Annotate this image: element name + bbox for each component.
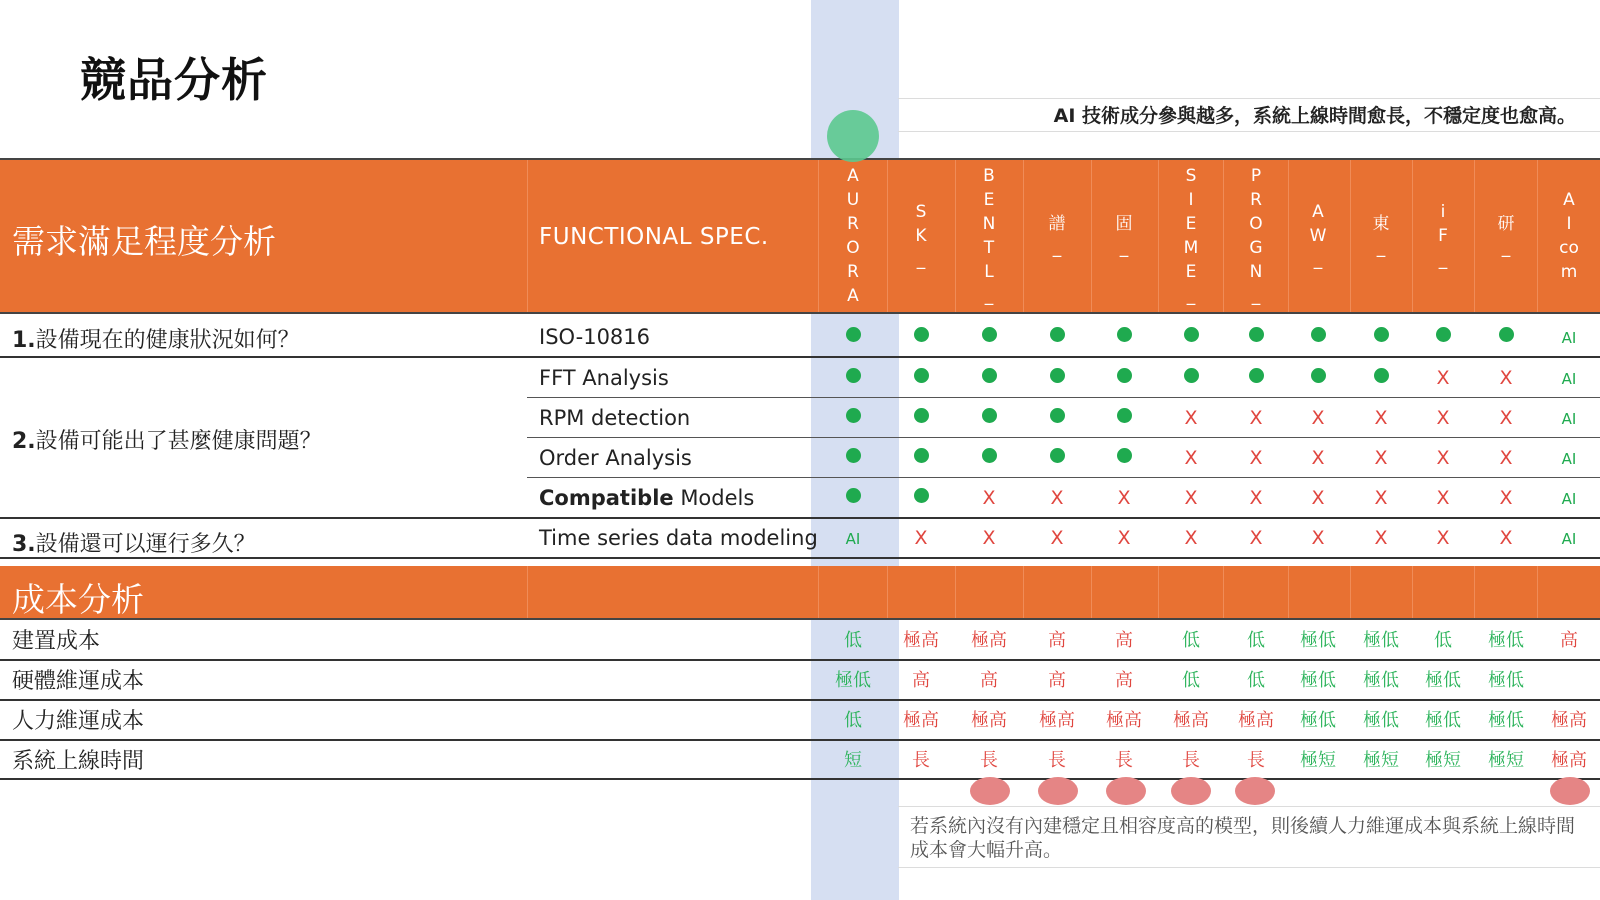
- cost-value: 短: [844, 750, 862, 771]
- cost-label: 人力維運成本: [12, 709, 145, 734]
- row-divider: [527, 477, 1600, 478]
- band-separator: [1023, 566, 1024, 618]
- x-mark: X: [982, 487, 996, 509]
- cost-value: 極短: [1488, 750, 1524, 771]
- ai-mark: AI: [1561, 530, 1577, 548]
- question-1: 1.設備現在的健康狀況如何？: [12, 328, 300, 353]
- row-divider: [0, 356, 1600, 358]
- row-divider: [0, 557, 1600, 559]
- check-dot-icon: [1415, 326, 1471, 347]
- cost-value: 極短: [1363, 750, 1399, 771]
- check-dot-icon: [1096, 407, 1152, 428]
- cost-value: 長: [980, 750, 998, 771]
- spec-label: ISO-10816: [539, 325, 651, 349]
- x-mark: X: [1374, 487, 1388, 509]
- warning-marker: [1106, 777, 1146, 805]
- band-separator: [955, 566, 956, 618]
- vendor-header: 研 _: [1497, 214, 1515, 258]
- x-mark: X: [1117, 487, 1131, 509]
- row-divider: [0, 517, 1600, 519]
- check-dot-icon: [1290, 326, 1346, 347]
- band-separator: [1223, 566, 1224, 618]
- cost-value: 長: [1048, 750, 1066, 771]
- band-separator: [1288, 566, 1289, 618]
- cost-value: 極高: [1173, 710, 1209, 731]
- check-dot-icon: [961, 326, 1017, 347]
- vendor-header: B E N T L _: [982, 166, 996, 306]
- x-mark: X: [1184, 527, 1198, 549]
- spec-label: Time series data modeling: [539, 526, 818, 550]
- x-mark: X: [1311, 527, 1325, 549]
- cost-value: 極高: [1106, 710, 1142, 731]
- check-dot-icon: [1478, 326, 1534, 347]
- vendor-header: S K _: [915, 202, 927, 270]
- x-mark: X: [1436, 447, 1450, 469]
- top-note: AI 技術成分參與越多，系統上線時間愈長，不穩定度也愈高。: [898, 98, 1600, 132]
- cost-value: 高: [912, 670, 930, 691]
- check-dot-icon: [893, 447, 949, 468]
- cost-value: 高: [1115, 630, 1133, 651]
- cost-value: 高: [1048, 630, 1066, 651]
- vendor-header: 譜 _: [1048, 214, 1066, 258]
- ai-mark: AI: [1561, 329, 1577, 347]
- x-mark: X: [1117, 527, 1131, 549]
- cost-value: 高: [1048, 670, 1066, 691]
- check-dot-icon: [1290, 367, 1346, 388]
- spec-label: RPM detection: [539, 406, 691, 430]
- cost-value: 高: [1115, 670, 1133, 691]
- cost-value: 極低: [1488, 630, 1524, 651]
- ai-mark: AI: [845, 530, 861, 548]
- check-dot-icon: [893, 407, 949, 428]
- cost-value: 極低: [1425, 710, 1461, 731]
- cost-value: 極高: [1551, 710, 1587, 731]
- vendor-header: 固 _: [1115, 214, 1133, 258]
- check-dot-icon: [1029, 326, 1085, 347]
- band-separator: [818, 160, 819, 312]
- band-separator: [887, 566, 888, 618]
- check-dot-icon: [961, 447, 1017, 468]
- warning-marker: [1235, 777, 1275, 805]
- x-mark: X: [1184, 487, 1198, 509]
- vendor-header: i F _: [1438, 202, 1448, 270]
- check-dot-icon: [1029, 367, 1085, 388]
- check-dot-icon: [825, 447, 881, 468]
- highlight-marker: [827, 110, 879, 162]
- x-mark: X: [1436, 527, 1450, 549]
- x-mark: X: [1050, 487, 1064, 509]
- row-divider: [527, 397, 1600, 398]
- band-separator: [1350, 566, 1351, 618]
- cost-value: 極高: [1238, 710, 1274, 731]
- row-divider: [0, 659, 1600, 661]
- band-separator: [1350, 160, 1351, 312]
- x-mark: X: [1249, 527, 1263, 549]
- cost-value: 低: [1434, 630, 1452, 651]
- check-dot-icon: [825, 367, 881, 388]
- cost-value: 極低: [1300, 630, 1336, 651]
- x-mark: X: [1499, 447, 1513, 469]
- cost-value: 極低: [1488, 710, 1524, 731]
- vendor-header: S I E M E _: [1183, 166, 1199, 306]
- cost-value: 極高: [971, 710, 1007, 731]
- warning-marker: [1550, 777, 1590, 805]
- check-dot-icon: [825, 326, 881, 347]
- row-divider: [0, 778, 1600, 780]
- cost-value: 極高: [971, 630, 1007, 651]
- check-dot-icon: [961, 367, 1017, 388]
- cost-header-band: [0, 566, 1600, 620]
- warning-marker: [1171, 777, 1211, 805]
- cost-value: 極高: [1039, 710, 1075, 731]
- band-separator: [1158, 160, 1159, 312]
- x-mark: X: [1374, 527, 1388, 549]
- x-mark: X: [1436, 407, 1450, 429]
- band-separator: [1223, 160, 1224, 312]
- vendor-header: P R O G N _: [1249, 166, 1263, 306]
- check-dot-icon: [893, 326, 949, 347]
- cost-value: 長: [1247, 750, 1265, 771]
- spec-label: Order Analysis: [539, 446, 692, 470]
- x-mark: X: [982, 527, 996, 549]
- x-mark: X: [1249, 407, 1263, 429]
- band-separator: [955, 160, 956, 312]
- check-dot-icon: [1353, 326, 1409, 347]
- band-separator: [1537, 566, 1538, 618]
- cost-value: 極短: [1425, 750, 1461, 771]
- x-mark: X: [1311, 407, 1325, 429]
- cost-value: 極高: [903, 630, 939, 651]
- cost-label: 硬體維運成本: [12, 669, 145, 694]
- check-dot-icon: [1029, 447, 1085, 468]
- x-mark: X: [914, 527, 928, 549]
- band-separator: [1158, 566, 1159, 618]
- band-separator: [1091, 160, 1092, 312]
- x-mark: X: [1499, 487, 1513, 509]
- x-mark: X: [1311, 447, 1325, 469]
- page-title: 競品分析: [80, 53, 268, 107]
- functional-spec-header: FUNCTIONAL SPEC.: [539, 224, 769, 250]
- check-dot-icon: [1096, 326, 1152, 347]
- band-separator: [1537, 160, 1538, 312]
- cost-value: 極低: [1363, 630, 1399, 651]
- cost-value: 低: [1247, 670, 1265, 691]
- cost-value: 極短: [1300, 750, 1336, 771]
- x-mark: X: [1499, 527, 1513, 549]
- band-separator: [1474, 160, 1475, 312]
- cost-value: 極低: [835, 670, 871, 691]
- check-dot-icon: [1353, 367, 1409, 388]
- check-dot-icon: [893, 367, 949, 388]
- check-dot-icon: [825, 407, 881, 428]
- cost-value: 長: [912, 750, 930, 771]
- x-mark: X: [1050, 527, 1064, 549]
- check-dot-icon: [1228, 326, 1284, 347]
- cost-value: 低: [1247, 630, 1265, 651]
- ai-mark: AI: [1561, 410, 1577, 428]
- ai-mark: AI: [1561, 370, 1577, 388]
- cost-value: 低: [844, 710, 862, 731]
- spec-label: Compatible Models: [539, 486, 755, 510]
- band-separator: [1412, 566, 1413, 618]
- x-mark: X: [1311, 487, 1325, 509]
- bottom-note: 若系統內沒有內建穩定且相容度高的模型，則後續人力維運成本與系統上線時間成本會大幅升高。: [898, 806, 1600, 868]
- cost-value: 低: [1182, 670, 1200, 691]
- section-title-cost: 成本分析: [12, 580, 144, 619]
- check-dot-icon: [1163, 367, 1219, 388]
- section-title-demand: 需求滿足程度分析: [12, 222, 276, 261]
- check-dot-icon: [825, 487, 881, 508]
- cost-value: 極低: [1363, 670, 1399, 691]
- vendor-header: A U R O R A: [846, 166, 860, 306]
- x-mark: X: [1249, 487, 1263, 509]
- band-separator: [527, 566, 528, 618]
- cost-value: 長: [1182, 750, 1200, 771]
- x-mark: X: [1184, 407, 1198, 429]
- band-separator: [527, 160, 528, 312]
- band-separator: [1091, 566, 1092, 618]
- check-dot-icon: [961, 407, 1017, 428]
- cost-value: 極高: [903, 710, 939, 731]
- spec-label: FFT Analysis: [539, 366, 669, 390]
- check-dot-icon: [1096, 367, 1152, 388]
- band-separator: [1288, 160, 1289, 312]
- vendor-header: 東 _: [1372, 214, 1390, 258]
- check-dot-icon: [893, 487, 949, 508]
- cost-value: 極低: [1488, 670, 1524, 691]
- question-2: 2.設備可能出了甚麼健康問題？: [12, 429, 322, 454]
- ai-mark: AI: [1561, 490, 1577, 508]
- x-mark: X: [1184, 447, 1198, 469]
- check-dot-icon: [1163, 326, 1219, 347]
- check-dot-icon: [1228, 367, 1284, 388]
- cost-value: 高: [980, 670, 998, 691]
- x-mark: X: [1499, 407, 1513, 429]
- check-dot-icon: [1096, 447, 1152, 468]
- cost-label: 系統上線時間: [12, 749, 145, 774]
- vendor-header: A I co m: [1559, 190, 1579, 282]
- x-mark: X: [1436, 487, 1450, 509]
- warning-marker: [970, 777, 1010, 805]
- x-mark: X: [1374, 407, 1388, 429]
- cost-value: 高: [1560, 630, 1578, 651]
- ai-mark: AI: [1561, 450, 1577, 468]
- cost-value: 極低: [1300, 670, 1336, 691]
- vendor-header: A W _: [1309, 202, 1327, 270]
- row-divider: [0, 699, 1600, 701]
- cost-value: 極低: [1425, 670, 1461, 691]
- cost-value: 低: [844, 630, 862, 651]
- check-dot-icon: [1029, 407, 1085, 428]
- cost-value: 低: [1182, 630, 1200, 651]
- cost-value: 極高: [1551, 750, 1587, 771]
- row-divider: [0, 739, 1600, 741]
- band-separator: [1474, 566, 1475, 618]
- x-mark: X: [1374, 447, 1388, 469]
- x-mark: X: [1499, 367, 1513, 389]
- cost-value: 極低: [1300, 710, 1336, 731]
- cost-value: 長: [1115, 750, 1133, 771]
- x-mark: X: [1436, 367, 1450, 389]
- cost-label: 建置成本: [12, 629, 101, 654]
- x-mark: X: [1249, 447, 1263, 469]
- band-separator: [1023, 160, 1024, 312]
- warning-marker: [1038, 777, 1078, 805]
- question-3: 3.設備還可以運行多久？: [12, 532, 256, 557]
- band-separator: [887, 160, 888, 312]
- row-divider: [527, 437, 1600, 438]
- cost-value: 極低: [1363, 710, 1399, 731]
- band-separator: [818, 566, 819, 618]
- band-separator: [1412, 160, 1413, 312]
